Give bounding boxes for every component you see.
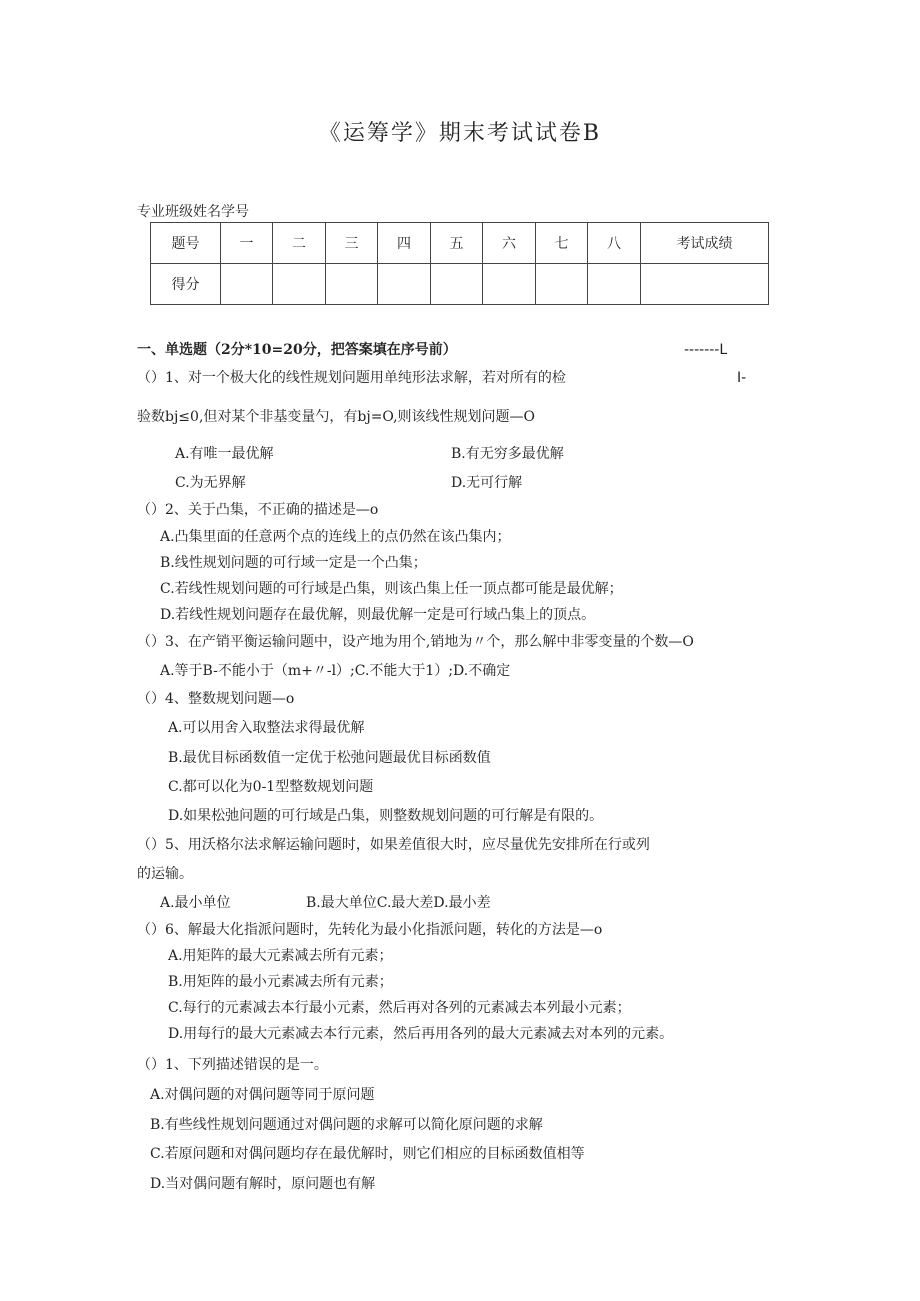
question-4: （）4、整数规划问题—o — [137, 691, 295, 707]
header-cell: 六 — [483, 223, 536, 264]
q7-option-b: B.有些线性规划问题通过对偶问题的求解可以简化原问题的求解 — [150, 1117, 543, 1133]
q6-option-a: A.用矩阵的最大元素减去所有元素； — [168, 948, 393, 964]
question-1-line-2: 验数bj≤0,但对某个非基变量勺，有bj=O,则该线性规划问题—O — [137, 409, 536, 425]
score-cell[interactable] — [536, 264, 588, 305]
header-cell: 二 — [273, 223, 326, 264]
q4-option-b: B.最优目标函数值一定优于松弛问题最优目标函数值 — [168, 750, 491, 766]
header-cell: 八 — [588, 223, 641, 264]
q2-option-a: A.凸集里面的任意两个点的连线上的点仍然在该凸集内； — [160, 529, 511, 545]
page-title: 《运筹学》期末考试试卷B — [318, 121, 602, 146]
section-heading: 一、单选题（2分*10=20分，把答案填在序号前） — [137, 342, 457, 358]
score-cell[interactable] — [326, 264, 378, 305]
header-cell: 题号 — [151, 223, 221, 264]
header-cell: 五 — [431, 223, 483, 264]
score-table — [150, 222, 769, 305]
q3-options: A.等于B-不能小于（m+〃-l）;C.不能大于1）;D.不确定 — [160, 663, 511, 679]
q4-option-a: A.可以用舍入取整法求得最优解 — [168, 720, 365, 736]
q1-option-a: A.有唯一最优解 — [175, 446, 274, 462]
q7-option-c: C.若原问题和对偶问题均存在最优解时，则它们相应的目标函数值相等 — [150, 1146, 585, 1162]
question-1-line-1: （）1、对一个极大化的线性规划问题用单纯形法求解，若对所有的检 — [137, 370, 566, 386]
score-cell[interactable] — [641, 264, 769, 305]
q6-option-b: B.用矩阵的最小元素减去所有元素； — [168, 974, 393, 990]
q2-option-b: B.线性规划问题的可行域一定是一个凸集； — [160, 555, 427, 571]
q5-options-rest: B.最大单位C.最大差D.最小差 — [306, 895, 491, 911]
question-5-line-2: 的运输。 — [137, 866, 193, 882]
score-table-score-row — [151, 264, 769, 305]
score-cell[interactable] — [378, 264, 431, 305]
q4-option-c: C.都可以化为0-1型整数规划问题 — [168, 779, 374, 795]
question-7: （）1、下列描述错误的是一。 — [137, 1057, 328, 1073]
q4-option-d: D.如果松弛问题的可行域是凸集，则整数规划问题的可行解是有限的。 — [168, 808, 604, 824]
q1-option-d: D.无可行解 — [451, 475, 523, 491]
score-cell[interactable] — [221, 264, 273, 305]
question-5-line-1: （）5、用沃格尔法求解运输问题时，如果差值很大时，应尽量优先安排所在行或列 — [137, 837, 650, 853]
question-2: （）2、关于凸集，不正确的描述是—o — [137, 502, 379, 518]
q5-option-a: A.最小单位 — [160, 895, 231, 911]
score-cell[interactable] — [483, 264, 536, 305]
score-cell[interactable] — [588, 264, 641, 305]
header-cell: 一 — [221, 223, 273, 264]
header-cell: 四 — [378, 223, 431, 264]
score-cell[interactable] — [273, 264, 326, 305]
score-cell[interactable] — [431, 264, 483, 305]
question-6: （）6、解最大化指派问题时，先转化为最小化指派问题，转化的方法是—o — [137, 922, 603, 938]
q1-option-b: B.有无穷多最优解 — [451, 446, 564, 462]
row-label: 得分 — [151, 264, 221, 305]
q1-option-c: C.为无界解 — [175, 475, 246, 491]
q7-option-d: D.当对偶问题有解时，原问题也有解 — [150, 1176, 376, 1192]
q2-option-d: D.若线性规划问题存在最优解，则最优解一定是可行域凸集上的顶点。 — [160, 607, 596, 623]
q6-option-d: D.用每行的最大元素减去本行元素，然后再用各列的最大元素减去对本列的元素。 — [168, 1026, 674, 1042]
student-info-line: 专业班级姓名学号 — [137, 204, 249, 220]
q7-option-a: A.对偶问题的对偶问题等同于原问题 — [150, 1087, 375, 1103]
margin-mark: I- — [737, 370, 747, 386]
header-cell: 考试成绩 — [641, 223, 769, 264]
header-cell: 三 — [326, 223, 378, 264]
q6-option-c: C.每行的元素减去本行最小元素，然后再对各列的元素减去本列最小元素； — [168, 1000, 631, 1016]
header-cell: 七 — [536, 223, 588, 264]
score-table-header-row — [151, 223, 769, 264]
margin-mark: -------L — [684, 342, 728, 358]
q2-option-c: C.若线性规划问题的可行域是凸集，则该凸集上任一顶点都可能是最优解； — [160, 581, 623, 597]
question-3: （）3、在产销平衡运输问题中，设产地为用个,销地为〃个，那么解中非零变量的个数—O — [137, 634, 694, 650]
